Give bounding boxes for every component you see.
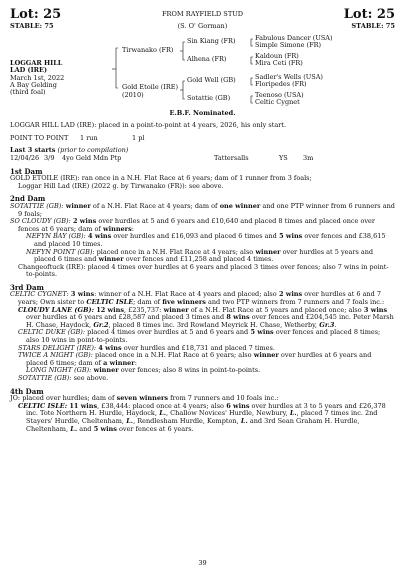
last-starts-heading: Last 3 starts xyxy=(10,146,56,155)
stable-row xyxy=(10,23,395,31)
last-starts-note: (prior to compilation) xyxy=(57,146,129,155)
fourth-dam xyxy=(10,388,395,434)
fourth-dam-p2: CELTIC ISLE: 11 wins, £38,444: placed once at 4 years; also 6 wins over hurdles at 3 to 5 years and £26,378 inc. Tote Northern H. Hurdle, Haydock, L., Challow Novices' Hurdle, Newbury, L., placed 7 times inc. 2nd Stayers' Hurdle, Cheltenham, L., Rendlesham Hurdle, Kempton, L. and 3rd Sean Graham H. Hurdle, Cheltenham, L. and 5 wins over fences at 6 years. xyxy=(18,401,386,433)
pedigree-dam-sire: Gold Well (GB) xyxy=(187,75,236,84)
start-position: 3/9 xyxy=(44,153,55,162)
first-dam-heading: 1st Dam xyxy=(10,166,43,176)
pedigree-dam-dam: Sotattie (GB) xyxy=(187,93,231,102)
start-distance: 3m xyxy=(303,153,314,162)
start-course: Tattersalls xyxy=(214,153,249,162)
lot-number-left: Lot: 25 xyxy=(10,7,62,22)
pedigree-ssd: Simple Simone (FR) xyxy=(255,40,322,49)
pedigree-dsd: Floripedes (FR) xyxy=(255,79,307,88)
lot-header xyxy=(10,8,395,22)
third-dam-heading: 3rd Dam xyxy=(10,282,44,292)
second-dam-p4: NEFYN POINT (GB): placed once in a N.H. Flat Race at 4 years; also winner over hurdles at 5 years and placed 6 times and winner over fences and £11,258 and placed 4 times. xyxy=(26,247,374,264)
third-dam-p7: SOTATTIE (GB): see above. xyxy=(18,374,109,382)
fourth-dam-p1: JO: placed over hurdles; dam of seven winners from 7 runners and 10 foals inc.: xyxy=(10,394,279,403)
start-going: YS xyxy=(279,153,288,162)
third-dam-p4: STARS DELIGHT (IRE): 4 wins over hurdles and £18,731 and placed 7 times. xyxy=(18,343,275,352)
second-dam-p2: SO CLOUDY (GB): 2 wins over hurdles at 5 and 6 years and £10,640 and placed 8 times and placed once over fences at 6 years; dam of winners: xyxy=(10,217,376,233)
pedigree-sss: Fabulous Dancer (USA) xyxy=(255,33,333,42)
third-dam-p6: LONG NIGHT (GB): winner over fences; also 8 wins in point-to-points. xyxy=(26,366,261,375)
pedigree-sds: Kaldoun (FR) xyxy=(255,51,299,60)
horse-name-line1: LOGGAR HILL xyxy=(10,58,63,67)
fourth-dam-heading: 4th Dam xyxy=(10,386,44,396)
second-dam-p3: NEFYN BAY (GB): 4 wins over hurdles and £16,093 and placed 6 times and 5 wins over fences and £38,615 and placed 10 times. xyxy=(26,232,386,248)
start-date: 12/04/26 xyxy=(10,153,40,162)
ptp-label: POINT TO POINT xyxy=(10,133,69,142)
horse-birth-date: March 1st, 2022 xyxy=(10,73,65,82)
stable-right: STABLE: 75 xyxy=(351,22,395,30)
pedigree-sire: Tirwanako (FR) xyxy=(122,45,174,54)
ptp-record xyxy=(10,135,395,143)
start-race: 4yo Geld Mdn Ptp xyxy=(62,153,122,162)
ptp-runs: 1 run xyxy=(80,133,98,142)
ebf-status: E.B.F. Nominated. xyxy=(169,108,236,117)
last-starts xyxy=(10,147,395,162)
third-dam-p1: CELTIC CYGNET: 3 wins: winner of a N.H. Flat Race at 4 years and placed; also 2 wins over hurdles at 6 and 7 years; Own sister to CELTIC ISLE; dam of five winners and two PTP winners from 7 runners and 7 foals inc.: xyxy=(10,290,385,307)
first-dam-p2: Loggar Hill Lad (IRE) (2022 g. by Tirwanako (FR)): see above. xyxy=(18,181,224,190)
third-dam-p5: TWICE A NIGHT (GB): placed once in a N.H. Flat Race at 6 years; also winner over hurdles at 6 years and placed 6 times; dam of a winner: xyxy=(18,351,372,367)
trainer-name: (S. O' Gorman) xyxy=(177,22,228,30)
first-dam xyxy=(10,168,395,191)
ptp-placed: 1 pl xyxy=(132,133,145,142)
pedigree-dam: Gold Etoile (IRE) xyxy=(122,82,179,91)
lot-number-right: Lot: 25 xyxy=(343,7,395,22)
horse-description: A Bay Gelding xyxy=(10,80,57,89)
page-number: 39 xyxy=(198,559,207,568)
third-dam xyxy=(10,284,395,383)
third-dam-p3: CELTIC DUKE (GB): placed 4 times over hurdles at 5 and 6 years and 5 wins over fences and placed 8 times; also 10 wins in point-to-points. xyxy=(18,328,381,345)
pedigree-sdd: Mira Ceti (FR) xyxy=(255,58,303,67)
horse-name-line2: LAD (IRE) xyxy=(10,65,48,74)
last-start-row xyxy=(10,155,395,163)
third-dam-p2: CLOUDY LANE (GB): 12 wins, £235,737: winner of a N.H. Flat Race at 5 years and placed once; also 3 wins over hurdles at 6 years and £28,587 and placed 3 times and 8 wins over fences and £204,545 inc. Peter Marsh H. Chase, Haydock, Gr.2, placed 8 times inc. 3rd Rowland Meyrick H. Chase, Wetherby, Gr.3. xyxy=(18,305,394,329)
pedigree-dds: Teenoso (USA) xyxy=(255,90,304,99)
pedigree-dam-year: (2010) xyxy=(122,90,144,99)
pedigree-ddd: Celtic Cygnet xyxy=(255,97,300,106)
pedigree-sire-sire: Sin Kiang (FR) xyxy=(187,36,236,45)
second-dam xyxy=(10,195,395,279)
pedigree-dss: Sadler's Wells (USA) xyxy=(255,72,323,81)
second-dam-heading: 2nd Dam xyxy=(10,194,46,204)
pedigree-table xyxy=(10,33,395,106)
first-dam-p1: GOLD ETOILE (IRE): ran once in a N.H. Flat Race at 6 years; dam of 1 runner from 3 foals; xyxy=(10,174,312,183)
stable-left: STABLE: 75 xyxy=(10,22,54,30)
pedigree-sire-dam: Alhena (FR) xyxy=(187,54,227,63)
horse-foal-number: (third foal) xyxy=(10,87,46,96)
stud-name: FROM RAYFIELD STUD xyxy=(161,10,244,18)
horse-summary: LOGGAR HILL LAD (IRE): placed in a point-to-point at 4 years, 2026, his only start. xyxy=(10,121,287,130)
second-dam-p1: SOTATTIE (GB): winner of a N.H. Flat Race at 4 years; dam of one winner and one PTP winner from 6 runners and 9 foals; xyxy=(10,201,395,218)
second-dam-p5: Changeoftuck (IRE): placed 4 times over hurdles at 6 years and placed 3 times over fences; also 7 wins in point-to-points. xyxy=(18,262,389,279)
